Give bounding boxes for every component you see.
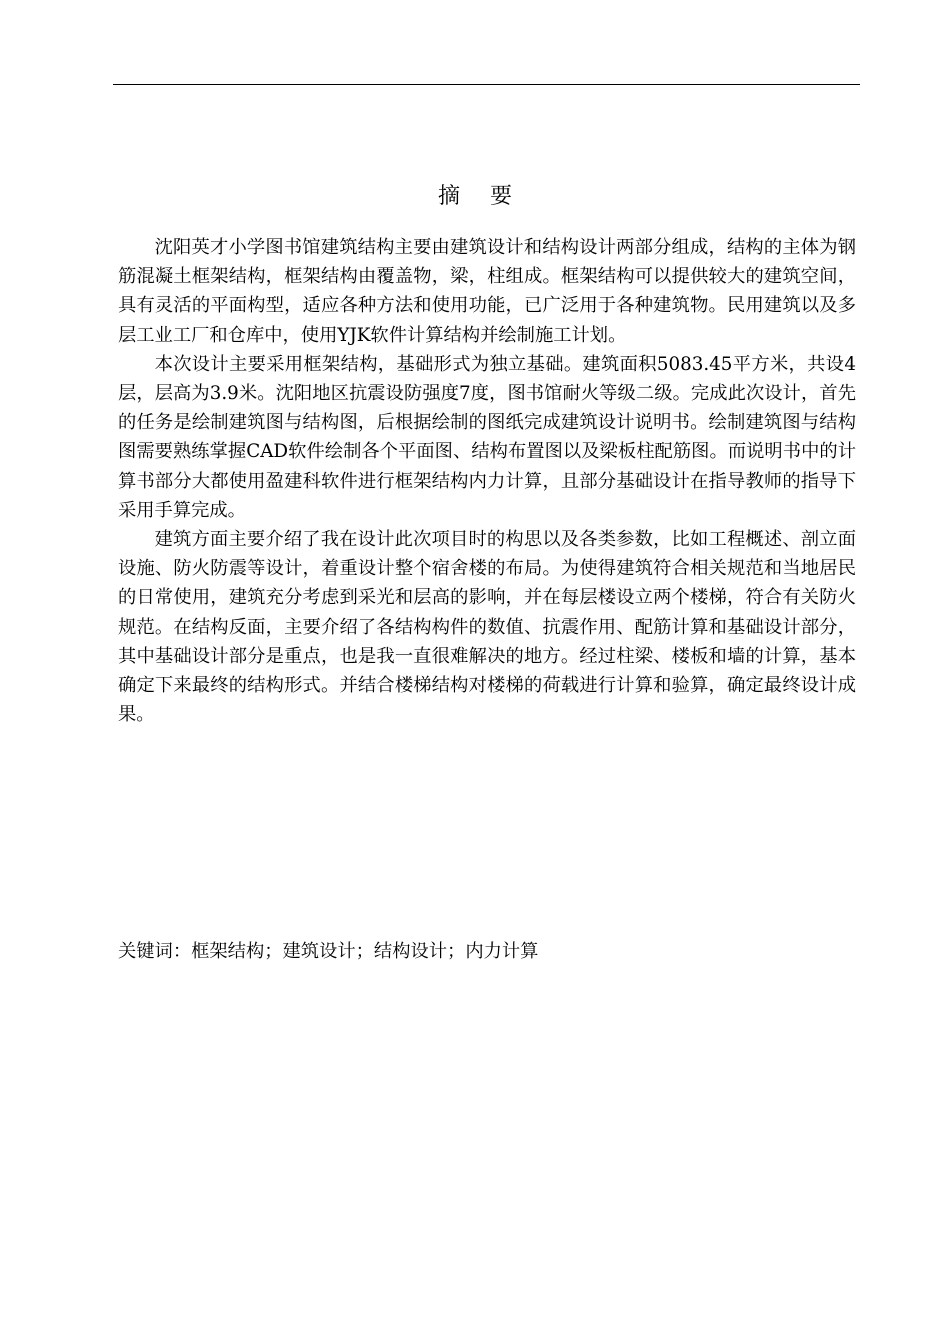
keywords-line: 关键词：框架结构；建筑设计；结构设计；内力计算 — [118, 941, 539, 962]
abstract-body — [118, 233, 856, 729]
abstract-paragraph-2: 本次设计主要采用框架结构，基础形式为独立基础。建筑面积5083.45平方米，共设4层，层高为3.9米。沈阳地区抗震设防强度7度，图书馆耐火等级二级。完成此次设计，首先的任务是绘制建筑图与结构图，后根据绘制的图纸完成建筑设计说明书。绘制建筑图与结构图需要熟练掌握CAD软件绘制各个平面图、结构布置图以及梁板柱配筋图。而说明书中的计算书部分大都使用盈建科软件进行框架结构内力计算，且部分基础设计在指导教师的指导下采用手算完成。 — [118, 353, 856, 521]
abstract-paragraph-3: 建筑方面主要介绍了我在设计此次项目时的构思以及各类参数，比如工程概述、剖立面设施、防火防震等设计，着重设计整个宿舍楼的布局。为使得建筑符合相关规范和当地居民的日常使用，建筑充分考虑到采光和层高的影响，并在每层楼设立两个楼梯，符合有关防火规范。在结构反面，主要介绍了各结构构件的数值、抗震作用、配筋计算和基础设计部分，其中基础设计部分是重点，也是我一直很难解决的地方。经过柱梁、楼板和墙的计算，基本确定下来最终的结构形式。并结合楼梯结构对楼梯的荷载进行计算和验算，确定最终设计成果。 — [118, 529, 856, 726]
header-rule — [113, 84, 860, 85]
abstract-paragraph-1: 沈阳英才小学图书馆建筑结构主要由建筑设计和结构设计两部分组成，结构的主体为钢筋混凝土框架结构，框架结构由覆盖物，梁，柱组成。框架结构可以提供较大的建筑空间，具有灵活的平面构型，适应各种方法和使用功能，已广泛用于各种建筑物。民用建筑以及多层工业工厂和仓库中，使用YJK软件计算结构并绘制施工计划。 — [118, 237, 856, 346]
abstract-title: 摘要 — [437, 184, 542, 209]
